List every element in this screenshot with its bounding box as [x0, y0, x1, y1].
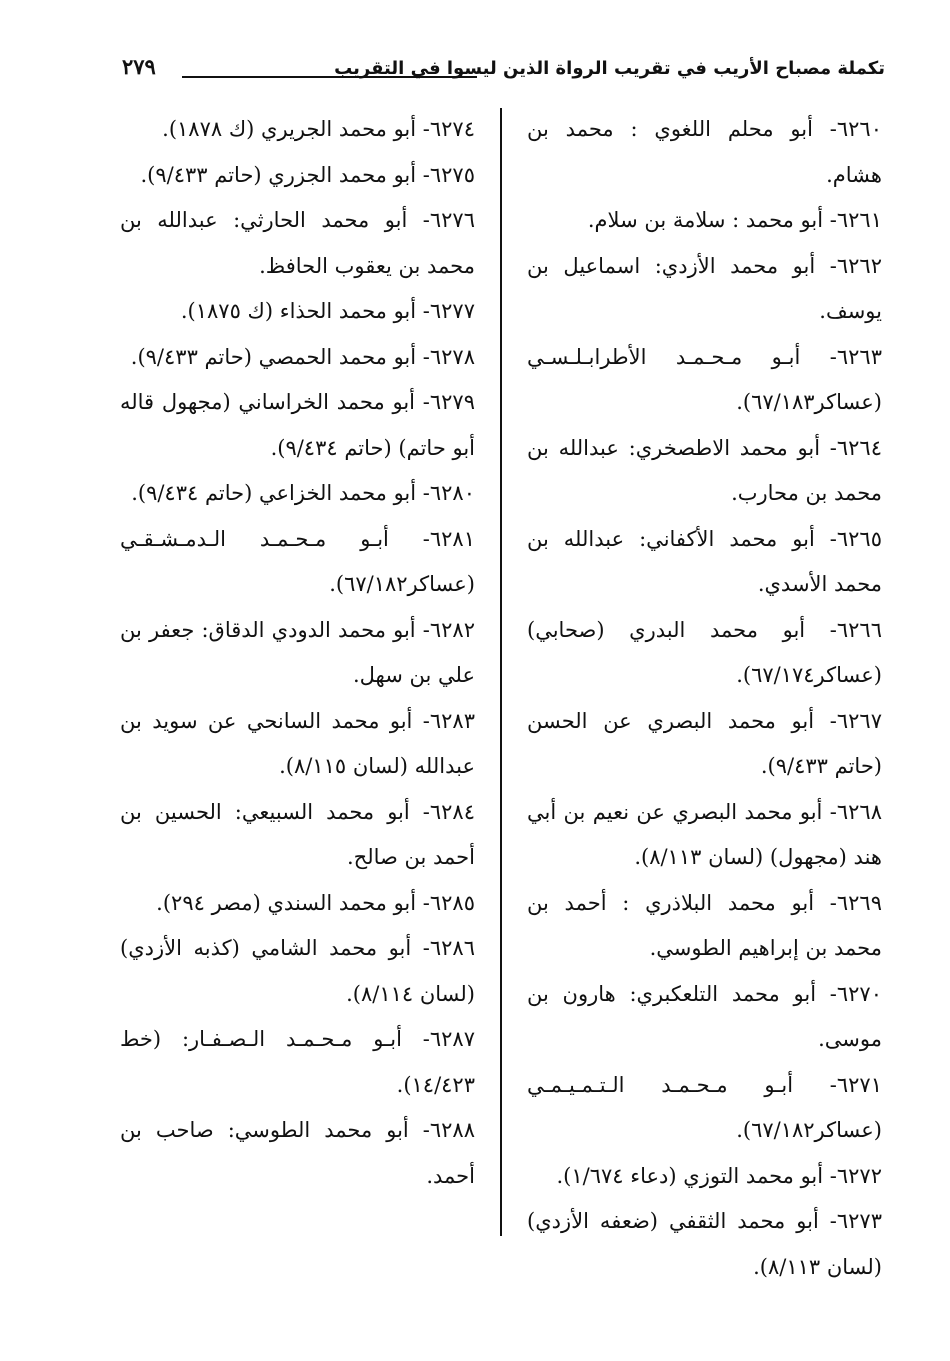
running-title: تكملة مصباح الأريب في تقريب الرواة الذين ليسوا في التقريب [334, 58, 885, 79]
entry-6260: ٦٢٦٠- أبو محلم اللغوي : محمد بن هشام. [527, 117, 882, 187]
left-column [120, 107, 475, 1199]
entry-6286: ٦٢٨٦- أبو محمد الشامي (كذبه الأزدي) (لسان ٨/١١٤). [120, 936, 475, 1006]
entry-6267: ٦٢٦٧- أبو محمد البصري عن الحسن (حاتم ٩/٤٣٣). [527, 708, 882, 778]
entry-6264: ٦٢٦٤- أبو محمد الاطصخري: عبدالله بن محمد بن محارب. [527, 435, 882, 505]
entry-6271: ٦٢٧١- أبـو مـحـمـد الـتـمـيـمـي (عساكر٦٧/١٨٢). [527, 1072, 882, 1142]
entry-6270: ٦٢٧٠- أبو محمد التلعكبري: هارون بن موسى. [527, 981, 882, 1051]
entry-6279: ٦٢٧٩- أبو محمد الخراساني (مجهول قاله أبو حاتم) (حاتم ٩/٤٣٤). [120, 390, 475, 460]
entry-6285: ٦٢٨٥- أبو محمد السندي (مصر ٢٩٤). [156, 890, 475, 915]
page-number: ٢٧٩ [122, 54, 156, 79]
entry-6274: ٦٢٧٤- أبو محمد الجريري (ك ١٨٧٨). [162, 117, 475, 141]
entry-6275: ٦٢٧٥- أبو محمد الجزري (حاتم ٩/٤٣٣). [140, 162, 475, 187]
entry-6277: ٦٢٧٧- أبو محمد الحذاء (ك ١٨٧٥). [180, 299, 475, 323]
entry-6287: ٦٢٨٧- أبـو مـحـمـد الـصـفـار: (خط ١٤/٤٢٣). [120, 1027, 475, 1097]
entry-6280: ٦٢٨٠- أبو محمد الخزاعي (حاتم ٩/٤٣٤). [131, 481, 475, 505]
entry-6272: ٦٢٧٢- أبو محمد التوزي (دعاء ١/٦٧٤). [556, 1163, 882, 1188]
entry-6281: ٦٢٨١- أبـو مـحـمـد الـدمـشـقـي (عساكر٦٧/١٨٢). [120, 526, 475, 596]
entry-6282: ٦٢٨٢- أبو محمد الدودي الدقاق: جعفر بن علي بن سهل. [120, 617, 475, 687]
entry-6269: ٦٢٦٩- أبو محمد البلاذري : أحمد بن محمد بن إبراهيم الطوسي. [527, 890, 882, 960]
page-header [110, 52, 885, 92]
column-divider [500, 108, 502, 1236]
entry-6288: ٦٢٨٨- أبو محمد الطوسي: صاحب بن أحمد. [120, 1118, 475, 1188]
entry-6276: ٦٢٧٦- أبو محمد الحارثي: عبدالله بن محمد بن يعقوب الحافظ. [120, 208, 475, 278]
entry-6283: ٦٢٨٣- أبو محمد السانحي عن سويد بن عبدالله (لسان ٨/١١٥). [120, 708, 475, 778]
entry-6266: ٦٢٦٦- أبو محمد البدري (صحابي) (عساكر٦٧/١٧٤). [527, 617, 882, 687]
entry-6262: ٦٢٦٢- أبو محمد الأزدي: اسماعيل بن يوسف. [527, 253, 882, 323]
entry-6263: ٦٢٦٣- أبـو مـحـمـد الأطرابـلـسـي (عساكر٦٧/١٨٣). [527, 344, 882, 414]
entry-6268: ٦٢٦٨- أبو محمد البصري عن نعيم بن أبي هند (مجهول) (لسان ٨/١١٣). [527, 799, 882, 869]
right-column [527, 107, 882, 1290]
entry-6261: ٦٢٦١- أبو محمد : سلامة بن سلام. [587, 208, 882, 232]
entry-6265: ٦٢٦٥- أبو محمد الأكفاني: عبدالله بن محمد الأسدي. [527, 526, 882, 596]
entry-6273: ٦٢٧٣- أبو محمد الثقفي (ضعفه الأزدي) (لسان ٨/١١٣). [527, 1209, 882, 1279]
entry-6278: ٦٢٧٨- أبو محمد الحمصي (حاتم ٩/٤٣٣). [130, 344, 475, 369]
entry-6284: ٦٢٨٤- أبو محمد السبيعي: الحسين بن أحمد بن صالح. [120, 799, 475, 869]
